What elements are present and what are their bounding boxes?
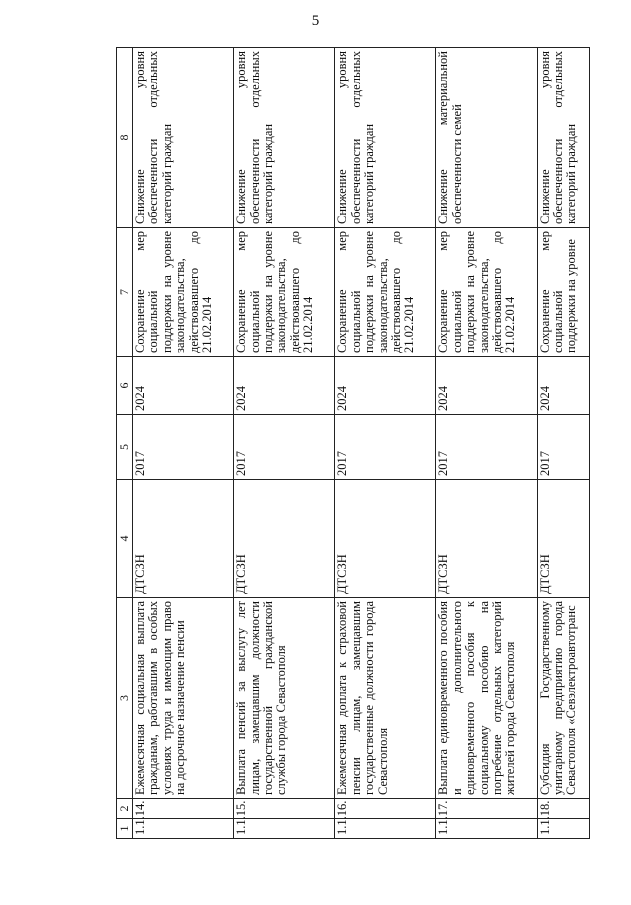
rotated-table-container — [116, 48, 590, 839]
executor: ДТСЗН — [436, 480, 537, 598]
consequence: Снижение уровня обеспеченности отдельных категорий граждан — [335, 48, 436, 228]
measure-name: Ежемесячная социальная выплата гражданам, работавшим в особых условиях труда и имеющим право на досрочное назначение пенсии — [133, 598, 234, 799]
consequence: Снижение уровня обеспеченности отдельных категорий граждан — [234, 48, 335, 228]
header-cell: 1 — [117, 819, 133, 839]
row-number: 1.1.18. — [537, 819, 589, 839]
header-cell: 6 — [117, 357, 133, 415]
measure-name: Выплата единовременного пособия и дополнительного единовременного пособия к социальному пособию на погребение отдельных категорий жителей города Севастополя — [436, 598, 537, 799]
consequence: Снижение уровня обеспеченности отдельных категорий граждан — [133, 48, 234, 228]
start-year: 2017 — [234, 415, 335, 480]
col2-cell — [234, 799, 335, 819]
end-year: 2024 — [335, 357, 436, 415]
end-year: 2024 — [133, 357, 234, 415]
expected-result: Сохранение мер социальной поддержки на уровне законодательства, действовавшего до 21.02.2014 — [234, 228, 335, 357]
executor: ДТСЗН — [234, 480, 335, 598]
table-frame — [116, 48, 590, 839]
expected-result: Сохранение мер социальной поддержки на уровне законодательства, действовавшего до 21.02.2014 — [436, 228, 537, 357]
header-cell: 2 — [117, 799, 133, 819]
measure-name: Ежемесячная доплата к страховой пенсии лицам, замещавшим государственные должности города Севастополя — [335, 598, 436, 799]
table-row — [234, 48, 335, 839]
end-year: 2024 — [436, 357, 537, 415]
header-row — [117, 48, 133, 839]
table-row — [133, 48, 234, 839]
header-cell: 4 — [117, 480, 133, 598]
executor: ДТСЗН — [537, 480, 589, 598]
expected-result: Сохранение мер социальной поддержки на уровне законодательства, действовавшего до 21.02.2014 — [335, 228, 436, 357]
measure-name: Субсидия Государственному унитарному предприятию города Севастополя «Севэлектроавтотранс — [537, 598, 589, 799]
row-number: 1.1.16. — [335, 819, 436, 839]
row-number: 1.1.15. — [234, 819, 335, 839]
header-cell: 8 — [117, 48, 133, 228]
row-number: 1.1.14. — [133, 819, 234, 839]
start-year: 2017 — [133, 415, 234, 480]
expected-result: Сохранение мер социальной поддержки на уровне — [537, 228, 589, 357]
table-row — [335, 48, 436, 839]
header-cell: 5 — [117, 415, 133, 480]
expected-result: Сохранение мер социальной поддержки на уровне законодательства, действовавшего до 21.02.2014 — [133, 228, 234, 357]
consequence: Снижение материальной обеспеченности семей — [436, 48, 537, 228]
row-number: 1.1.17. — [436, 819, 537, 839]
col2-cell — [133, 799, 234, 819]
start-year: 2017 — [335, 415, 436, 480]
table-row — [436, 48, 537, 839]
header-cell: 7 — [117, 228, 133, 357]
header-cell: 3 — [117, 598, 133, 799]
page-number: 5 — [311, 13, 320, 29]
start-year: 2017 — [436, 415, 537, 480]
col2-cell — [335, 799, 436, 819]
executor: ДТСЗН — [133, 480, 234, 598]
col2-cell — [436, 799, 537, 819]
start-year: 2017 — [537, 415, 589, 480]
end-year: 2024 — [234, 357, 335, 415]
table-row — [537, 48, 589, 839]
consequence: Снижение уровня обеспеченности отдельных категорий граждан — [537, 48, 589, 228]
end-year: 2024 — [537, 357, 589, 415]
measures-table — [116, 47, 590, 839]
measure-name: Выплата пенсий за выслугу лет лицам, замещавшим должности государственной гражданской службы города Севастополя — [234, 598, 335, 799]
executor: ДТСЗН — [335, 480, 436, 598]
